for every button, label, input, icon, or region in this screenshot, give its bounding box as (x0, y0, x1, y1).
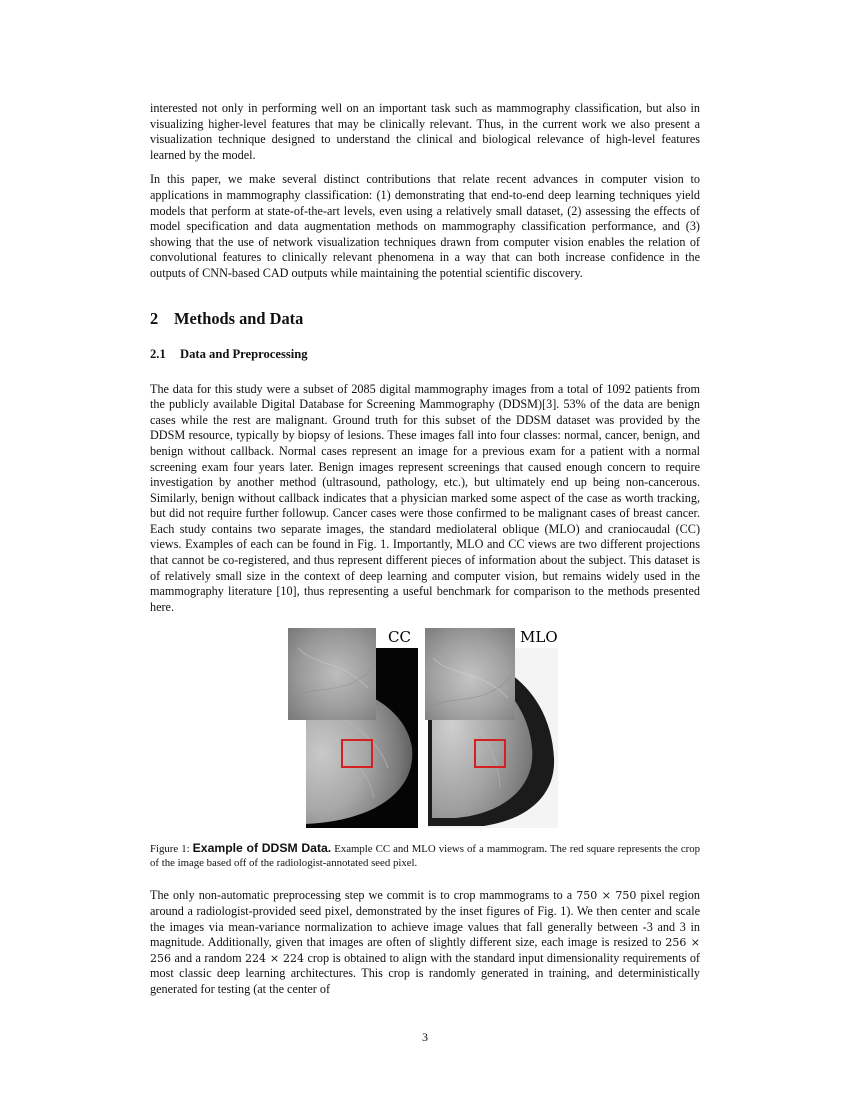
preprocessing-text-3: and a random (171, 950, 245, 965)
intro-paragraph-1: interested not only in performing well on an important task such as mammography classification, but also in visualizing higher-level features that may be clinically relevant. Thus, in the current work we also present a visualization technique designed to understand the clinical and biological relevance of high-level features learned by the model. (150, 101, 700, 162)
mlo-label: MLO (520, 628, 558, 647)
preprocessing-text-2: pixel region around a radiologist-provided seed pixel, demonstrated by the inset figures of Fig. 1). We then center and scale the images via mean-variance normalization to achieve image values that fall generally between -3 and 3 in magnitude. Additionally, given that images are often of slightly different size, each image is resized to (150, 888, 700, 950)
section-number: 2 (150, 308, 159, 328)
section-heading (150, 309, 700, 329)
mammogram-figure (288, 628, 564, 830)
preprocessing-text-1: The only non-automatic preprocessing step we commit is to crop mammograms to a (150, 888, 577, 903)
page-number: 3 (422, 1030, 428, 1044)
figure-caption (150, 841, 700, 870)
figure-1 (150, 628, 700, 830)
subsection-heading (150, 346, 700, 362)
cc-inset-image (288, 628, 376, 720)
preprocessing-paragraph (150, 888, 700, 997)
intro-paragraph-2: In this paper, we make several distinct contributions that relate recent advances in computer vision to applications in mammography classification: (1) demonstrating that end-to-end deep learning techniques yield models that perform at state-of-the-art levels, even using a relatively small dataset, (2) assessing the effects of model specification and data augmentation methods on mammography classification performance, and (3) showing that the use of network visualization techniques drawn from computer vision enables the relation of convolutional features to clinically relevant phenomena in a way that can both increase confidence in the outputs of CNN-based CAD outputs while maintaining the potential scientific discovery. (150, 172, 700, 280)
preprocessing-text-4: crop is obtained to align with the standard input dimensionality requirements of most classic deep learning architectures. This crop is randomly generated in training, and deterministically generated for testing (at the center of (150, 950, 700, 996)
caption-title: Example of DDSM Data. (192, 841, 332, 856)
caption-prefix: Figure 1: (150, 843, 190, 856)
crop-size-math: 750 × 750 (576, 889, 637, 903)
cc-label: CC (388, 628, 411, 647)
resize-math: 256 × 256 (150, 936, 700, 965)
paper-page (150, 101, 700, 998)
mlo-inset-image (425, 628, 515, 720)
random-crop-math: 224 × 224 (245, 951, 304, 965)
caption-text: Example CC and MLO views of a mammogram. The red square represents the crop of the image based off of the radiologist-annotated seed pixel. (150, 843, 701, 870)
section-title: Methods and Data (174, 308, 304, 328)
data-paragraph: The data for this study were a subset of 2085 digital mammography images from a total of 1092 patients from the publicly available Digital Database for Screening Mammography (DDSM)[3]. 53% of the data are benign cases while the rest are malignant. Ground truth for this subset of the DDSM dataset was provided by the DDSM resource, typically by biopsy of lesions. These images fall into four classes: normal, cancer, benign, and benign without callback. Normal cases represent an image for a previous exam for a patient with a normal screening exam four years later. Benign images represent screenings that caused enough concern to require investigation by another method (ultrasound, pathology, etc.), but ultimately end up being non-cancerous. Similarly, benign without callback indicates that a physician marked some aspect of the case as worth tracking, but did not require further followup. Cancer cases were those confirmed to be malignant cases of breast cancer. Each study contains two separate images, the standard mediolateral oblique (MLO) and craniocaudal (CC) views. Examples of each can be found in Fig. 1. Importantly, MLO and CC views are two different projections that cannot be co-registered, and thus represent different pieces of information about the subject. This dataset is of relatively small size in the context of deep learning and computer vision, but remains widely used in the mammography literature [10], thus representing a useful benchmark for comparison to the methods presented here. (150, 381, 700, 614)
subsection-number: 2.1 (150, 346, 166, 361)
subsection-title: Data and Preprocessing (180, 346, 308, 361)
